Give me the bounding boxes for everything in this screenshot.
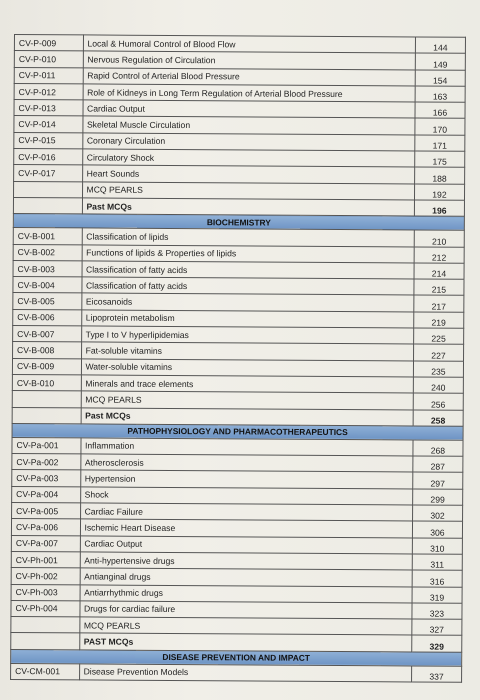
topic-code: CV-B-008 (13, 342, 82, 359)
topic-code: CV-Pa-001 (12, 437, 81, 454)
page-number: 329 (412, 635, 462, 652)
section-heading: PATHOPHYSIOLOGY AND PHARMACOTHERAPEUTICS (12, 423, 463, 440)
topic-title: Eicosanoids (81, 293, 413, 311)
topic-code (11, 617, 80, 634)
page-number: 319 (412, 586, 462, 603)
topic-code: CV-Pa-006 (11, 519, 80, 536)
topic-code: CV-B-002 (13, 244, 82, 261)
topic-title: PAST MCQs (79, 633, 411, 651)
topic-title: Type I to V hyperlipidemias (81, 326, 413, 344)
page-number: 256 (413, 393, 463, 410)
toc-body (11, 35, 466, 683)
topic-code: CV-P-017 (14, 165, 83, 182)
topic-code (14, 181, 83, 198)
topic-title: Lipoprotein metabolism (81, 310, 413, 328)
topic-title: Coronary Circulation (82, 133, 414, 151)
page-number: 154 (415, 70, 465, 87)
page-number: 306 (412, 521, 462, 538)
page-number: 196 (414, 200, 464, 217)
page-number: 297 (413, 472, 463, 489)
topic-title: Inflammation (80, 438, 412, 456)
page-number: 268 (413, 440, 463, 457)
topic-title: MCQ PEARLS (81, 391, 413, 409)
topic-code: CV-Pa-003 (12, 470, 81, 487)
page-number: 219 (414, 312, 464, 329)
page-number: 188 (414, 167, 464, 184)
page-number: 299 (413, 489, 463, 506)
topic-code: CV-B-009 (12, 358, 81, 375)
topic-code (11, 633, 80, 650)
page-number: 170 (415, 118, 465, 135)
topic-code (12, 407, 81, 424)
page-number: 215 (414, 279, 464, 296)
page-number: 302 (412, 505, 462, 522)
topic-code: CV-P-015 (14, 132, 83, 149)
page-number: 240 (413, 377, 463, 394)
page-number: 258 (413, 409, 463, 426)
topic-title: Anti-hypertensive drugs (80, 552, 412, 570)
topic-title: MCQ PEARLS (79, 617, 411, 635)
page-number: 212 (414, 247, 464, 264)
topic-code: CV-B-004 (13, 277, 82, 294)
topic-title: Fat-soluble vitamins (81, 342, 413, 360)
page-number: 327 (412, 619, 462, 636)
topic-title: Cardiac Failure (80, 503, 412, 521)
topic-title: Heart Sounds (82, 165, 414, 183)
topic-title: Nervous Regulation of Circulation (83, 51, 415, 69)
topic-title: Classification of lipids (82, 228, 414, 246)
topic-code: CV-B-010 (12, 374, 81, 391)
topic-title: Skeletal Muscle Circulation (82, 116, 414, 134)
topic-code: CV-Ph-003 (11, 584, 80, 601)
page-number: 287 (413, 456, 463, 473)
topic-code: CV-Ph-002 (11, 568, 80, 585)
page-number: 323 (412, 603, 462, 620)
toc-row (11, 663, 462, 682)
topic-code: CV-P-016 (14, 149, 83, 166)
topic-code: CV-Ph-001 (11, 551, 80, 568)
topic-title: MCQ PEARLS (82, 182, 414, 200)
topic-code: CV-P-013 (14, 100, 83, 117)
topic-title: Past MCQs (82, 198, 414, 216)
topic-title: Cardiac Output (83, 100, 415, 118)
page-number: 171 (415, 135, 465, 152)
page-number: 166 (415, 102, 465, 119)
page-number: 175 (415, 151, 465, 168)
topic-code: CV-B-001 (13, 228, 82, 245)
topic-title: Local & Humoral Control of Blood Flow (83, 35, 415, 53)
topic-title: Circulatory Shock (82, 149, 414, 167)
topic-code: CV-Ph-004 (11, 600, 80, 617)
topic-code: CV-B-003 (13, 260, 82, 277)
topic-title: Minerals and trace elements (81, 375, 413, 393)
page-number: 210 (414, 230, 464, 247)
topic-code (12, 391, 81, 408)
page-number: 217 (414, 295, 464, 312)
page-number: 235 (413, 361, 463, 378)
topic-title: Past MCQs (81, 407, 413, 425)
topic-title: Antiarrhythmic drugs (80, 584, 412, 602)
topic-code: CV-CM-001 (11, 663, 80, 680)
topic-title: Functions of lipids & Properties of lipids (82, 244, 414, 262)
topic-code: CV-P-010 (14, 51, 83, 68)
topic-title: Disease Prevention Models (79, 664, 411, 682)
page-number: 149 (415, 53, 465, 70)
topic-title: Antianginal drugs (80, 568, 412, 586)
topic-code: CV-P-011 (14, 67, 83, 84)
table-of-contents (10, 34, 466, 683)
topic-code: CV-B-007 (13, 326, 82, 343)
topic-code: CV-Pa-004 (12, 486, 81, 503)
page-number: 225 (413, 328, 463, 345)
section-heading: DISEASE PREVENTION AND IMPACT (11, 649, 462, 666)
topic-code: CV-Pa-005 (12, 503, 81, 520)
page-number: 163 (415, 86, 465, 103)
topic-title: Drugs for cardiac failure (79, 601, 411, 619)
topic-code: CV-B-005 (13, 293, 82, 310)
topic-title: Role of Kidneys in Long Term Regulation of Arterial Blood Pressure (83, 84, 415, 102)
topic-code: CV-P-009 (14, 35, 83, 52)
section-heading: BIOCHEMISTRY (13, 214, 464, 231)
page-number: 214 (414, 263, 464, 280)
page-number: 316 (412, 570, 462, 587)
topic-code: CV-Pa-002 (12, 454, 81, 471)
topic-title: Ischemic Heart Disease (80, 519, 412, 537)
topic-code: CV-B-006 (13, 309, 82, 326)
topic-code (13, 197, 82, 214)
page-number: 311 (412, 554, 462, 571)
page-number: 227 (413, 344, 463, 361)
page-number: 310 (412, 538, 462, 555)
topic-title: Shock (80, 487, 412, 505)
page-number: 337 (411, 666, 461, 683)
topic-title: Water-soluble vitamins (81, 359, 413, 377)
topic-title: Rapid Control of Arterial Blood Pressure (83, 68, 415, 86)
topic-code: CV-Pa-007 (11, 535, 80, 552)
topic-title: Classification of fatty acids (82, 261, 414, 279)
topic-code: CV-P-012 (14, 83, 83, 100)
topic-title: Hypertension (80, 470, 412, 488)
topic-title: Cardiac Output (80, 536, 412, 554)
topic-code: CV-P-014 (14, 116, 83, 133)
topic-title: Classification of fatty acids (81, 277, 413, 295)
topic-title: Atherosclerosis (80, 454, 412, 472)
page-number: 144 (415, 37, 465, 54)
page-number: 192 (414, 184, 464, 201)
